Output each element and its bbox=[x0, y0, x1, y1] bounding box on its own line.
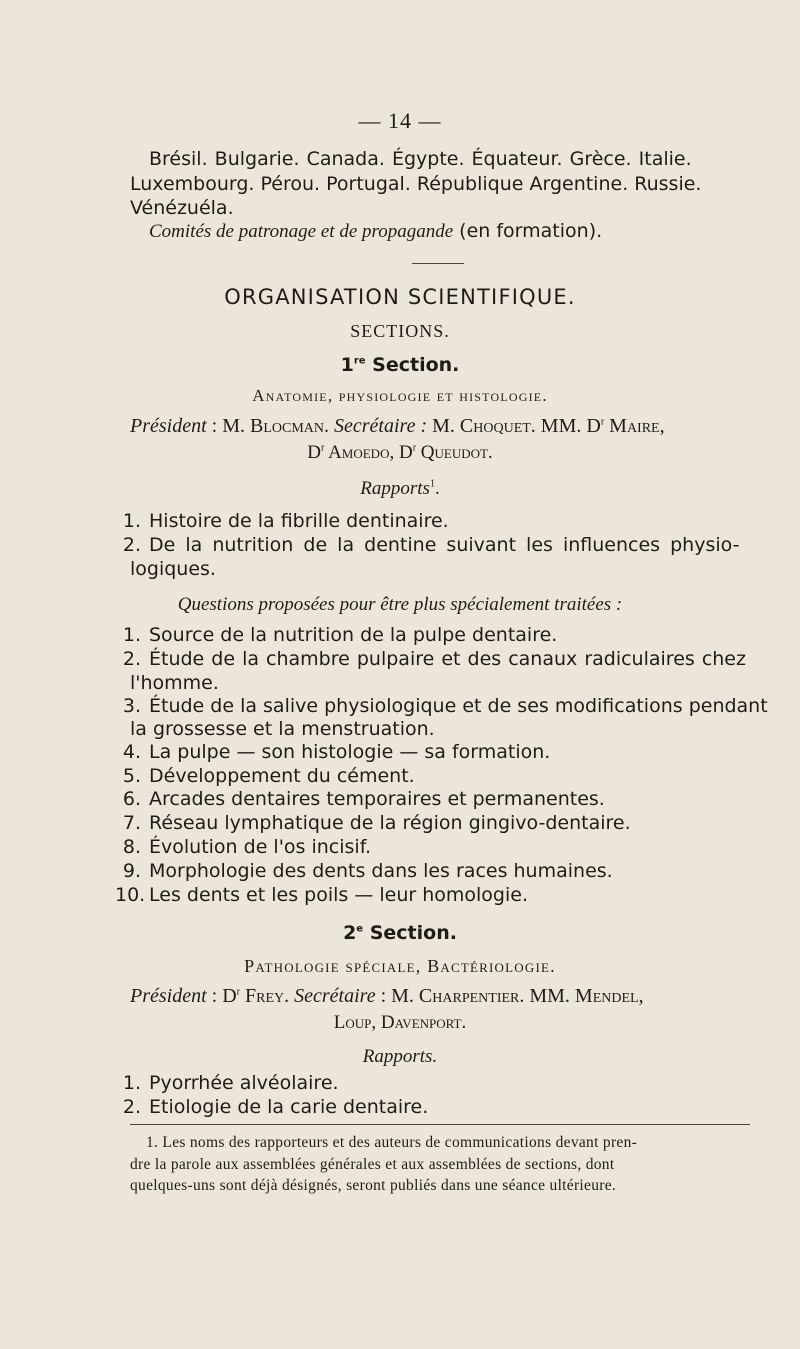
question-item bbox=[115, 883, 528, 907]
intro-line-3: Vénézuéla. bbox=[130, 197, 234, 219]
section-2-officers-line-2: Loup, Davenport. bbox=[333, 1012, 467, 1033]
section-2-secretary-value: : M. Charpentier. MM. Mendel, bbox=[375, 985, 644, 1007]
section-2-officers-sup: r bbox=[236, 986, 240, 998]
item-number: 1. bbox=[122, 1072, 141, 1094]
organisation-title: ORGANISATION SCIENTIFIQUE. bbox=[224, 285, 576, 309]
item-number: 2. bbox=[122, 534, 141, 556]
item-text: Étude de la chambre pulpaire et des canaux radiculaires chez bbox=[149, 648, 746, 670]
section-1-officer-b-sup: r bbox=[412, 442, 417, 454]
section-2-report-item bbox=[115, 1095, 428, 1119]
item-text: Histoire de la fibrille dentinaire. bbox=[149, 510, 449, 532]
item-text: Etiologie de la carie dentaire. bbox=[149, 1096, 429, 1118]
item-text: Source de la nutrition de la pulpe dentaire. bbox=[149, 624, 558, 646]
question-item bbox=[115, 811, 631, 835]
question-item bbox=[115, 623, 557, 647]
item-number: 9. bbox=[122, 860, 141, 882]
item-number: 5. bbox=[122, 765, 141, 787]
item-number: 2. bbox=[122, 648, 141, 670]
footnote-number: 1. bbox=[146, 1134, 159, 1151]
item-text: Évolution de l'os incisif. bbox=[149, 836, 372, 858]
section-1-heading bbox=[0, 354, 800, 376]
item-number: 1. bbox=[122, 510, 141, 532]
section-2-secretary-label: Secrétaire bbox=[294, 985, 376, 1007]
section-2-heading-num: 2 bbox=[343, 922, 357, 944]
divider-rule bbox=[412, 263, 464, 264]
item-text: Étude de la salive physiologique et de ses modifications pendant bbox=[149, 695, 768, 717]
section-1-officer-a: D bbox=[307, 442, 322, 463]
item-text: Morphologie des dents dans les races humaines. bbox=[149, 860, 613, 882]
item-text: De la nutrition de la dentine suivant les influences physio- bbox=[149, 534, 740, 556]
question-item bbox=[115, 859, 613, 883]
section-2-president-value-b: Frey. bbox=[240, 985, 295, 1007]
item-text: Pyorrhée alvéolaire. bbox=[149, 1072, 339, 1094]
item-text: La pulpe — son histologie — sa formation. bbox=[149, 741, 551, 763]
item-continuation: logiques. bbox=[130, 558, 216, 580]
section-1-officers-line-1 bbox=[130, 415, 665, 438]
section-2-heading-sup: e bbox=[356, 923, 364, 935]
question-item bbox=[115, 764, 415, 788]
footnote-text: Les noms des rapporteurs et des auteurs de communications devant pren- bbox=[162, 1134, 638, 1151]
section-1-heading-num: 1 bbox=[340, 354, 354, 376]
question-item bbox=[115, 787, 605, 811]
item-number: 8. bbox=[122, 836, 141, 858]
section-1-reports-suffix: . bbox=[434, 478, 440, 499]
footnote-rule bbox=[130, 1124, 750, 1125]
question-item bbox=[115, 694, 768, 718]
section-1-president-label: Président bbox=[130, 415, 207, 437]
item-number: 6. bbox=[122, 788, 141, 810]
section-1-heading-sup: re bbox=[353, 355, 366, 367]
question-item bbox=[115, 835, 371, 859]
intro-line-2: Luxembourg. Pérou. Portugal. République Argentine. Russie. bbox=[130, 173, 702, 195]
section-1-reports-label bbox=[0, 478, 800, 500]
item-text: Les dents et les poils — leur homologie. bbox=[149, 884, 528, 906]
footnote-line-1 bbox=[146, 1132, 637, 1154]
section-1-report-item bbox=[115, 509, 449, 533]
section-1-officer-c: Queudot. bbox=[416, 442, 493, 463]
section-1-secretary-value: M. Choquet. MM. D bbox=[427, 415, 601, 437]
intro-line-1: Brésil. Bulgarie. Canada. Égypte. Équateur. Grèce. Italie. bbox=[149, 148, 692, 170]
committees-italic: Comités de patronage et de propagande bbox=[149, 221, 454, 242]
section-2-heading bbox=[0, 922, 800, 944]
section-1-officers-rest: Maire, bbox=[604, 415, 665, 437]
section-2-report-item bbox=[115, 1071, 339, 1095]
item-text: Réseau lymphatique de la région gingivo-dentaire. bbox=[149, 812, 631, 834]
section-2-president-value-a: : D bbox=[206, 985, 237, 1007]
section-1-secretary-label: Secrétaire : bbox=[334, 415, 428, 437]
item-number: 4. bbox=[122, 741, 141, 763]
section-2-president-label: Président bbox=[130, 985, 207, 1007]
section-1-heading-word: Section. bbox=[365, 354, 460, 376]
sections-label: SECTIONS. bbox=[350, 321, 450, 341]
item-text: Arcades dentaires temporaires et permanentes. bbox=[149, 788, 605, 810]
item-number: 10. bbox=[115, 884, 146, 906]
item-number: 2. bbox=[122, 1096, 141, 1118]
section-1-subject: Anatomie, physiologie et histologie. bbox=[252, 386, 548, 405]
section-1-officer-a-sup: r bbox=[321, 442, 325, 454]
section-1-president-value: : M. Blocman. bbox=[206, 415, 335, 437]
section-1-officer-b: Amoedo, D bbox=[324, 442, 413, 463]
footnote-line-2: dre la parole aux assemblées générales et aux assemblées de sections, dont bbox=[130, 1156, 615, 1173]
question-item bbox=[115, 647, 746, 671]
section-2-reports-label: Rapports. bbox=[362, 1046, 438, 1067]
footnote-line-3: quelques-uns sont déjà désignés, seront publiés dans une séance ultérieure. bbox=[130, 1177, 617, 1194]
section-2-officers-line-1 bbox=[130, 985, 644, 1008]
question-item bbox=[115, 740, 550, 764]
item-number: 3. bbox=[122, 695, 141, 717]
section-1-officers-sup: r bbox=[600, 416, 605, 428]
section-1-reports-text: Rapports bbox=[360, 478, 430, 499]
section-2-subject: Pathologie spéciale, Bactériologie. bbox=[244, 956, 556, 976]
section-1-officers-line-2 bbox=[0, 442, 800, 464]
section-1-reports-sup: 1 bbox=[429, 478, 435, 490]
committees-line bbox=[149, 219, 602, 244]
item-number: 7. bbox=[122, 812, 141, 834]
page-number: — 14 — bbox=[358, 108, 442, 133]
item-number: 1. bbox=[122, 624, 141, 646]
section-1-report-item bbox=[115, 533, 739, 557]
committees-rest: (en formation). bbox=[453, 220, 603, 242]
section-2-heading-word: Section. bbox=[363, 922, 457, 944]
item-continuation: l'homme. bbox=[130, 672, 219, 694]
item-continuation: la grossesse et la menstruation. bbox=[130, 718, 435, 740]
section-1-questions-label: Questions proposées pour être plus spécialement traitées : bbox=[177, 594, 623, 615]
item-text: Développement du cément. bbox=[149, 765, 415, 787]
